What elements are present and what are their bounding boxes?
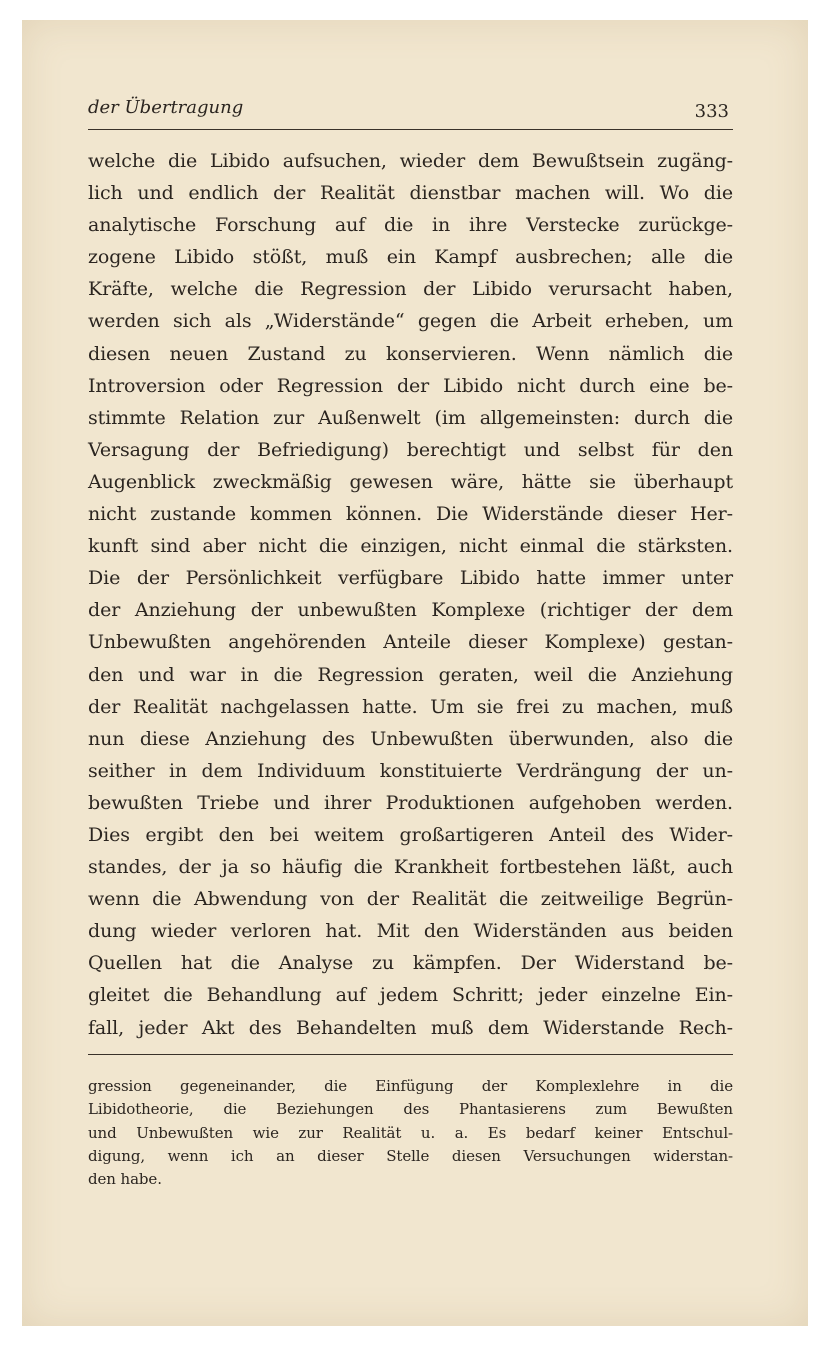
body-line: zogene Libido stößt, muß ein Kampf ausbrechen; alle die: [88, 246, 733, 269]
body-line: lich und endlich der Realität dienstbar machen will. Wo die: [88, 182, 733, 205]
body-line: der Realität nachgelassen hatte. Um sie frei zu machen, muß: [88, 695, 733, 718]
running-title: der Übertragung: [88, 97, 244, 118]
body-line: kunft sind aber nicht die einzigen, nicht einmal die stärksten.: [88, 535, 733, 558]
page-number: 333: [694, 101, 729, 122]
body-line: welche die Libido aufsuchen, wieder dem Bewußtsein zugäng-: [88, 150, 733, 172]
body-line: Die der Persönlichkeit verfügbare Libido hatte immer unter: [88, 567, 733, 590]
body-line: Augenblick zweckmäßig gewesen wäre, hätte sie überhaupt: [88, 470, 733, 493]
body-line: stimmte Relation zur Außenwelt (im allgemeinsten: durch die: [88, 406, 733, 429]
running-head: [88, 97, 733, 127]
body-line: fall, jeder Akt des Behandelten muß dem Widerstande Rech-: [88, 1016, 733, 1039]
body-line: standes, der ja so häufig die Krankheit fortbestehen läßt, auch: [88, 856, 733, 879]
body-line: diesen neuen Zustand zu konservieren. Wenn nämlich die: [88, 342, 733, 365]
body-line: der Anziehung der unbewußten Komplexe (richtiger der dem: [88, 599, 733, 622]
footnote-line: digung, wenn ich an dieser Stelle diesen Versuchungen widerstan-: [88, 1146, 733, 1165]
body-line: bewußten Triebe und ihrer Produktionen aufgehoben werden.: [88, 791, 733, 814]
body-line: seither in dem Individuum konstituierte Verdrängung der un-: [88, 759, 733, 782]
body-line: nicht zustande kommen können. Die Widerstände dieser Her-: [88, 503, 733, 526]
body-line: den und war in die Regression geraten, weil die Anziehung: [88, 663, 733, 686]
body-paragraph: [88, 145, 733, 1044]
footnote-line: Libidotheorie, die Beziehungen des Phantasierens zum Bewußten: [88, 1100, 733, 1119]
footnote: [88, 1075, 733, 1191]
body-line: analytische Forschung auf die in ihre Verstecke zurückge-: [88, 214, 733, 237]
body-line: Dies ergibt den bei weitem großartigeren Anteil des Wider-: [88, 823, 733, 846]
body-line: dung wieder verloren hat. Mit den Widerständen aus beiden: [88, 920, 733, 943]
body-line: gleitet die Behandlung auf jedem Schritt; jeder einzelne Ein-: [88, 984, 733, 1007]
footnote-line: den habe.: [88, 1170, 162, 1189]
body-line: Kräfte, welche die Regression der Libido verursacht haben,: [88, 278, 733, 301]
body-line: wenn die Abwendung von der Realität die zeitweilige Begrün-: [88, 888, 733, 911]
body-line: werden sich als „Widerstände“ gegen die Arbeit erheben, um: [88, 310, 733, 333]
footnote-line: und Unbewußten wie zur Realität u. a. Es bedarf keiner Entschul-: [88, 1123, 733, 1142]
body-line: Quellen hat die Analyse zu kämpfen. Der Widerstand be-: [88, 952, 733, 975]
footnote-rule: [88, 1054, 733, 1055]
body-line: Versagung der Befriedigung) berechtigt und selbst für den: [88, 438, 733, 461]
body-line: Unbewußten angehörenden Anteile dieser Komplexe) gestan-: [88, 631, 733, 654]
footnote-line: gression gegeneinander, die Einfügung der Komplexlehre in die: [88, 1077, 733, 1095]
body-line: nun diese Anziehung des Unbewußten überwunden, also die: [88, 727, 733, 750]
body-line: Introversion oder Regression der Libido nicht durch eine be-: [88, 374, 733, 397]
header-rule: [88, 129, 733, 130]
